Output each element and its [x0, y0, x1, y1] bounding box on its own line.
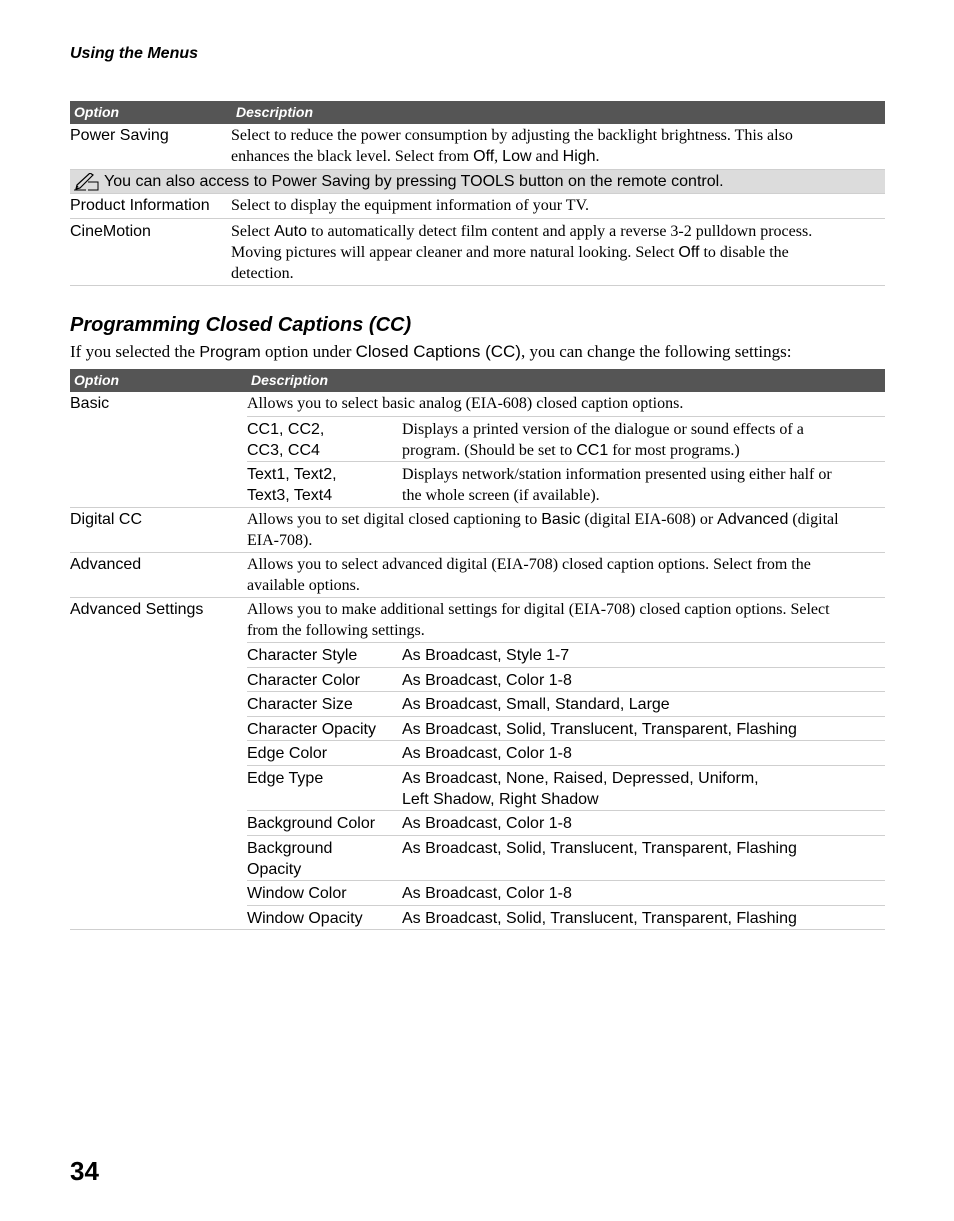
- description-line: Select to reduce the power consumption by adjusting the backlight brightness. This also: [231, 127, 793, 144]
- option-label: Product Information: [70, 197, 210, 214]
- setting-values: As Broadcast, Solid, Translucent, Transparent, Flashing: [402, 840, 797, 857]
- table-row-advanced-settings: [70, 598, 885, 930]
- description-text: Select: [231, 223, 275, 240]
- picture-options-table: [70, 101, 885, 286]
- setting-row-background-color: [247, 810, 885, 835]
- label-line: CC3, CC4: [247, 442, 320, 459]
- description-line: available options.: [247, 577, 360, 594]
- option-label: Power Saving: [70, 127, 169, 144]
- pencil-note-icon: [74, 173, 100, 196]
- description-text: for most programs.): [608, 442, 740, 459]
- description-text: Allows you to set digital closed captioning to: [247, 511, 542, 528]
- setting-row-character-size: [247, 691, 885, 716]
- setting-label: [247, 838, 332, 880]
- setting-row-edge-type: [247, 765, 885, 810]
- description-column-header: Description: [251, 372, 329, 388]
- values-line: Left Shadow, Right Shadow: [402, 791, 599, 808]
- table-row-digital-cc: [70, 508, 885, 553]
- option-description: [247, 554, 811, 596]
- option-value-cc1: CC1: [576, 442, 609, 459]
- label-line: Opacity: [247, 861, 302, 878]
- separator: ,: [494, 148, 503, 165]
- table-header: [70, 101, 885, 124]
- description-text: to automatically detect film content and apply a reverse 3-2 pulldown process.: [307, 223, 813, 240]
- description-text: enhances the black level. Select from: [231, 148, 474, 165]
- section-intro: [70, 342, 791, 362]
- setting-label: Window Color: [247, 885, 347, 902]
- option-description: [231, 221, 812, 284]
- setting-label: Edge Type: [247, 770, 324, 787]
- sub-row-text: [247, 461, 885, 507]
- setting-values: As Broadcast, Color 1-8: [402, 815, 572, 832]
- option-value-advanced: Advanced: [717, 511, 789, 528]
- option-value-high: High: [562, 148, 596, 165]
- setting-row-background-opacity: [247, 835, 885, 880]
- description-column-header: Description: [236, 104, 314, 120]
- setting-values: As Broadcast, Solid, Translucent, Transparent, Flashing: [402, 910, 797, 927]
- option-value-auto: Auto: [274, 223, 308, 240]
- option-description: [247, 599, 830, 641]
- description-line: [231, 221, 812, 242]
- intro-text: If you selected the: [70, 342, 200, 361]
- option-description: Select to display the equipment information of your TV.: [231, 197, 590, 214]
- description-line: [402, 440, 804, 461]
- setting-values: As Broadcast, Style 1-7: [402, 647, 570, 664]
- punctuation: .: [595, 148, 600, 165]
- table-row-basic: [70, 392, 885, 508]
- setting-label: Background Color: [247, 815, 376, 832]
- description-line: [231, 242, 812, 263]
- conjunction: and: [531, 148, 563, 165]
- table-header: [70, 369, 885, 392]
- option-label: Digital CC: [70, 511, 143, 528]
- setting-values: As Broadcast, Color 1-8: [402, 745, 572, 762]
- page-number: 34: [70, 1156, 99, 1186]
- sub-row-cc: [247, 416, 885, 461]
- table-row-power-saving: [70, 124, 885, 170]
- table-row-cinemotion: [70, 219, 885, 286]
- closed-captions-table: [70, 369, 885, 930]
- table-row-advanced: [70, 553, 885, 598]
- option-label: Basic: [70, 395, 110, 412]
- description-line: Allows you to make additional settings for digital (EIA-708) closed caption options. Select: [247, 601, 830, 618]
- option-label: CineMotion: [70, 223, 151, 240]
- setting-label: Edge Color: [247, 745, 328, 762]
- running-header: Using the Menus: [70, 45, 199, 62]
- setting-row-window-color: [247, 880, 885, 905]
- option-value-off: Off: [678, 244, 700, 261]
- setting-label: Character Opacity: [247, 721, 376, 738]
- setting-values: As Broadcast, Color 1-8: [402, 672, 572, 689]
- option-label: Advanced Settings: [70, 601, 204, 618]
- description-line: Allows you to select advanced digital (EIA-708) closed caption options. Select from the: [247, 556, 811, 573]
- description-text: (digital: [788, 511, 839, 528]
- setting-row-window-opacity: [247, 905, 885, 929]
- table-row-product-information: [70, 194, 885, 219]
- sub-option-label: [247, 419, 324, 461]
- label-line: Text3, Text4: [247, 487, 333, 504]
- setting-row-character-opacity: [247, 716, 885, 740]
- description-text: to disable the: [699, 244, 789, 261]
- option-description: Allows you to select basic analog (EIA-608) closed caption options.: [247, 395, 684, 412]
- label-line: Text1, Text2,: [247, 466, 337, 483]
- description-text: Moving pictures will appear cleaner and more natural looking. Select: [231, 244, 679, 261]
- sub-option-description: [402, 419, 804, 461]
- description-text: program. (Should be set to: [402, 442, 577, 459]
- setting-label: Character Size: [247, 696, 353, 713]
- description-line: EIA-708).: [247, 532, 313, 549]
- setting-row-character-color: [247, 667, 885, 691]
- intro-text: option under: [260, 342, 356, 361]
- setting-values: As Broadcast, Solid, Translucent, Transparent, Flashing: [402, 721, 797, 738]
- setting-values: As Broadcast, Color 1-8: [402, 885, 572, 902]
- setting-label: Window Opacity: [247, 910, 363, 927]
- option-value-basic: Basic: [541, 511, 581, 528]
- setting-label: Character Style: [247, 647, 358, 664]
- description-line: Displays network/station information presented using either half or: [402, 466, 832, 483]
- setting-label: Character Color: [247, 672, 360, 689]
- option-column-header: Option: [74, 104, 120, 120]
- note-row: [70, 170, 885, 194]
- setting-row-character-style: [247, 642, 885, 667]
- description-line: from the following settings.: [247, 622, 425, 639]
- description-line: [231, 146, 793, 167]
- setting-values: [402, 768, 759, 810]
- intro-option-program: Program: [199, 344, 261, 361]
- option-value-off: Off: [473, 148, 495, 165]
- option-column-header: Option: [74, 372, 120, 388]
- intro-text: , you can change the following settings:: [520, 342, 792, 361]
- setting-values: As Broadcast, Small, Standard, Large: [402, 696, 670, 713]
- setting-row-edge-color: [247, 740, 885, 765]
- sub-option-description: [402, 464, 832, 506]
- option-value-low: Low: [502, 148, 532, 165]
- sub-option-label: [247, 464, 337, 506]
- description-text: (digital EIA-608) or: [580, 511, 718, 528]
- intro-menu-closed-captions: Closed Captions (CC): [355, 342, 521, 361]
- label-line: Background: [247, 840, 333, 857]
- values-line: As Broadcast, None, Raised, Depressed, Uniform,: [402, 770, 759, 787]
- option-label: Advanced: [70, 556, 142, 573]
- option-description: [247, 509, 839, 551]
- note-text: You can also access to Power Saving by pressing TOOLS button on the remote control.: [104, 173, 724, 190]
- description-line: detection.: [231, 265, 294, 282]
- section-title: Programming Closed Captions (CC): [70, 314, 412, 336]
- description-line: the whole screen (if available).: [402, 487, 600, 504]
- description-line: Displays a printed version of the dialogue or sound effects of a: [402, 421, 804, 438]
- option-description: [231, 125, 793, 167]
- label-line: CC1, CC2,: [247, 421, 325, 438]
- description-line: [247, 509, 839, 530]
